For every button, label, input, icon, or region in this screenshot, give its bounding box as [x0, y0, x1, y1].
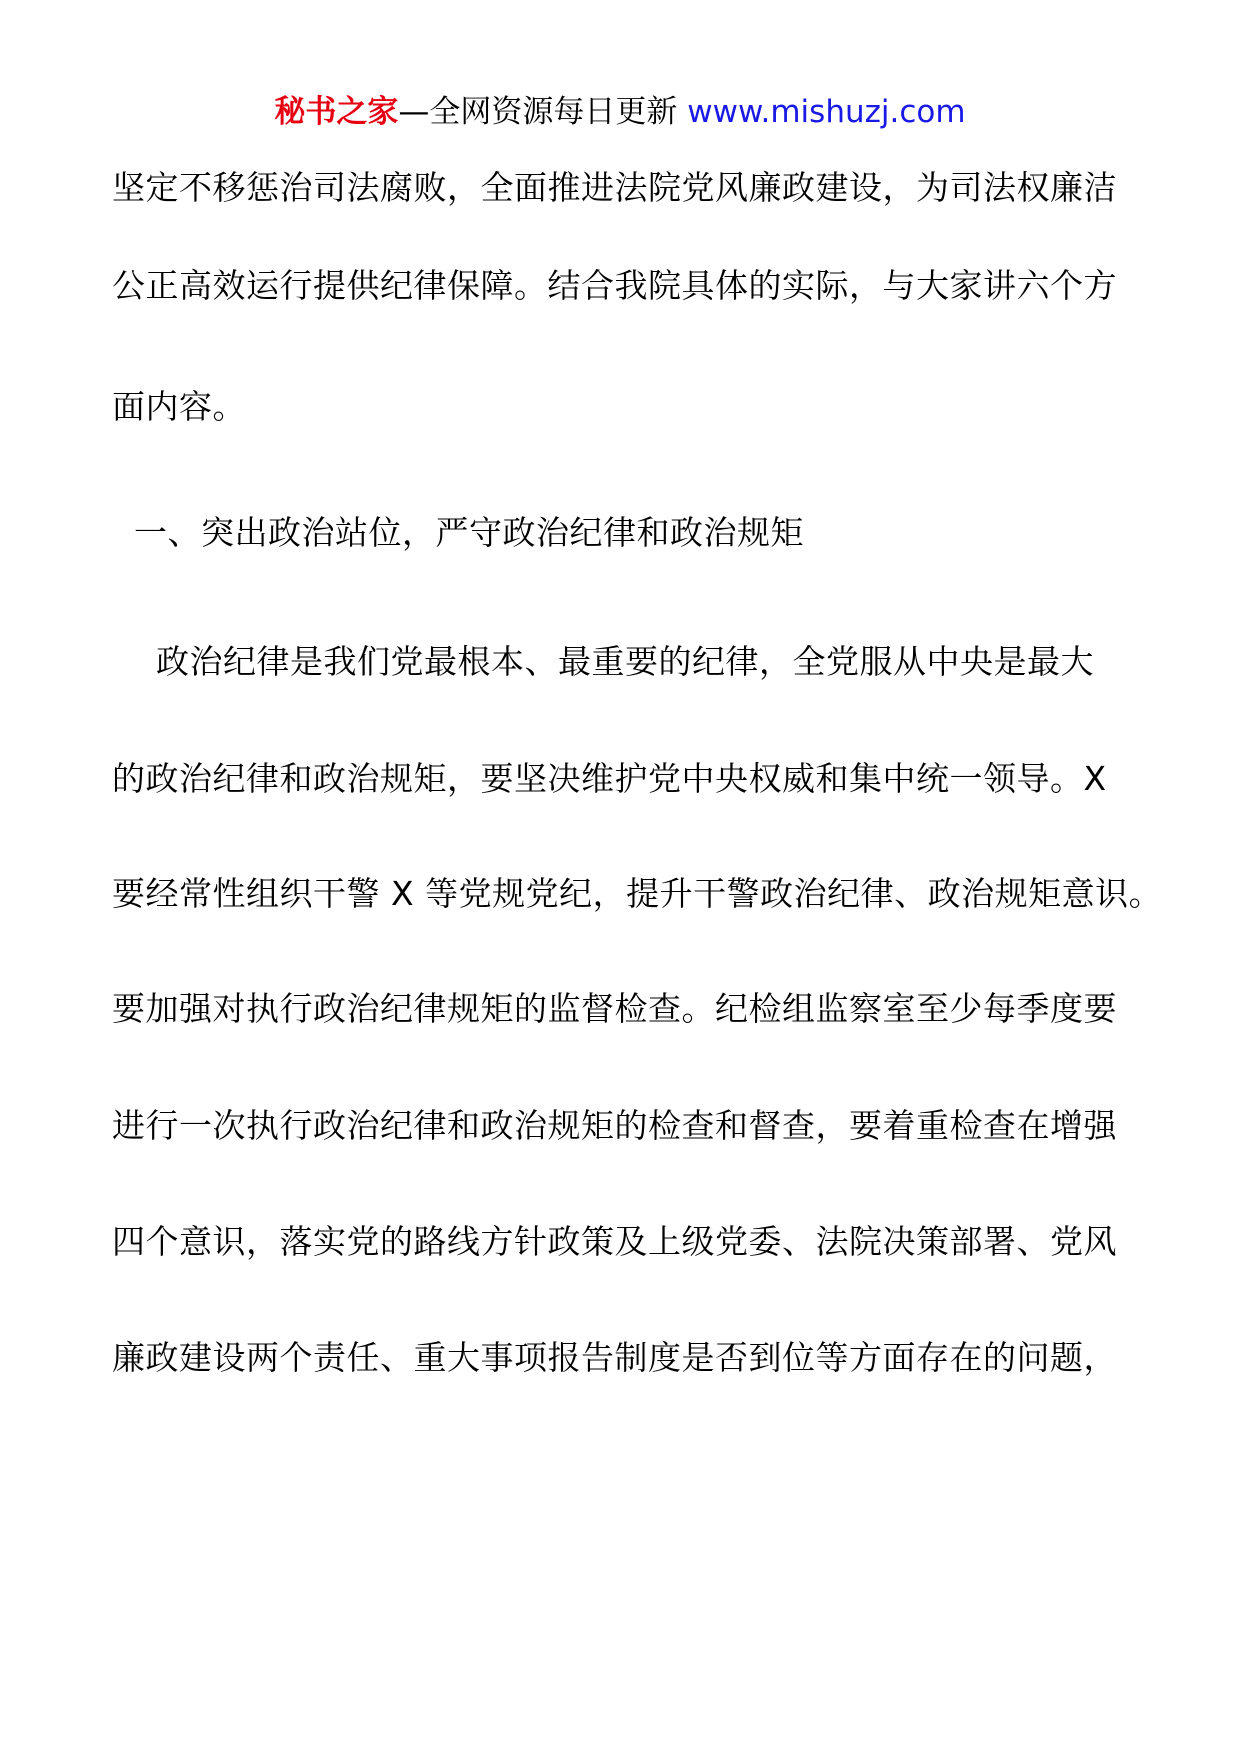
- site-watermark-header: [0, 92, 1240, 132]
- paragraph-line: 坚定不移惩治司法腐败，全面推进法院党风廉政建设，为司法权廉洁: [112, 168, 1117, 207]
- paragraph-line: 面内容。: [112, 387, 246, 426]
- paragraph-line: 四个意识，落实党的路线方针政策及上级党委、法院决策部署、党风: [112, 1222, 1117, 1261]
- paragraph-line: 的政治纪律和政治规矩，要坚决维护党中央权威和集中统一领导。X: [112, 759, 1107, 798]
- section-heading: 一、突出政治站位，严守政治纪律和政治规矩: [112, 513, 804, 552]
- header-tagline: —全网资源每日更新: [398, 94, 678, 130]
- paragraph-line: 要加强对执行政治纪律规矩的监督检查。纪检组监察室至少每季度要: [112, 989, 1117, 1028]
- site-url-link[interactable]: www.mishuzj.com: [687, 94, 966, 130]
- paragraph-line: 政治纪律是我们党最根本、最重要的纪律，全党服从中央是最大: [112, 642, 1094, 681]
- brand-name: 秘书之家: [274, 94, 399, 130]
- paragraph-line: 公正高效运行提供纪律保障。结合我院具体的实际，与大家讲六个方: [112, 266, 1117, 305]
- paragraph-line: 廉政建设两个责任、重大事项报告制度是否到位等方面存在的问题，: [112, 1338, 1117, 1377]
- paragraph-line: 要经常性组织干警 X 等党规党纪，提升干警政治纪律、政治规矩意识。: [112, 874, 1163, 913]
- paragraph-line: 进行一次执行政治纪律和政治规矩的检查和督查，要着重检查在增强: [112, 1106, 1117, 1145]
